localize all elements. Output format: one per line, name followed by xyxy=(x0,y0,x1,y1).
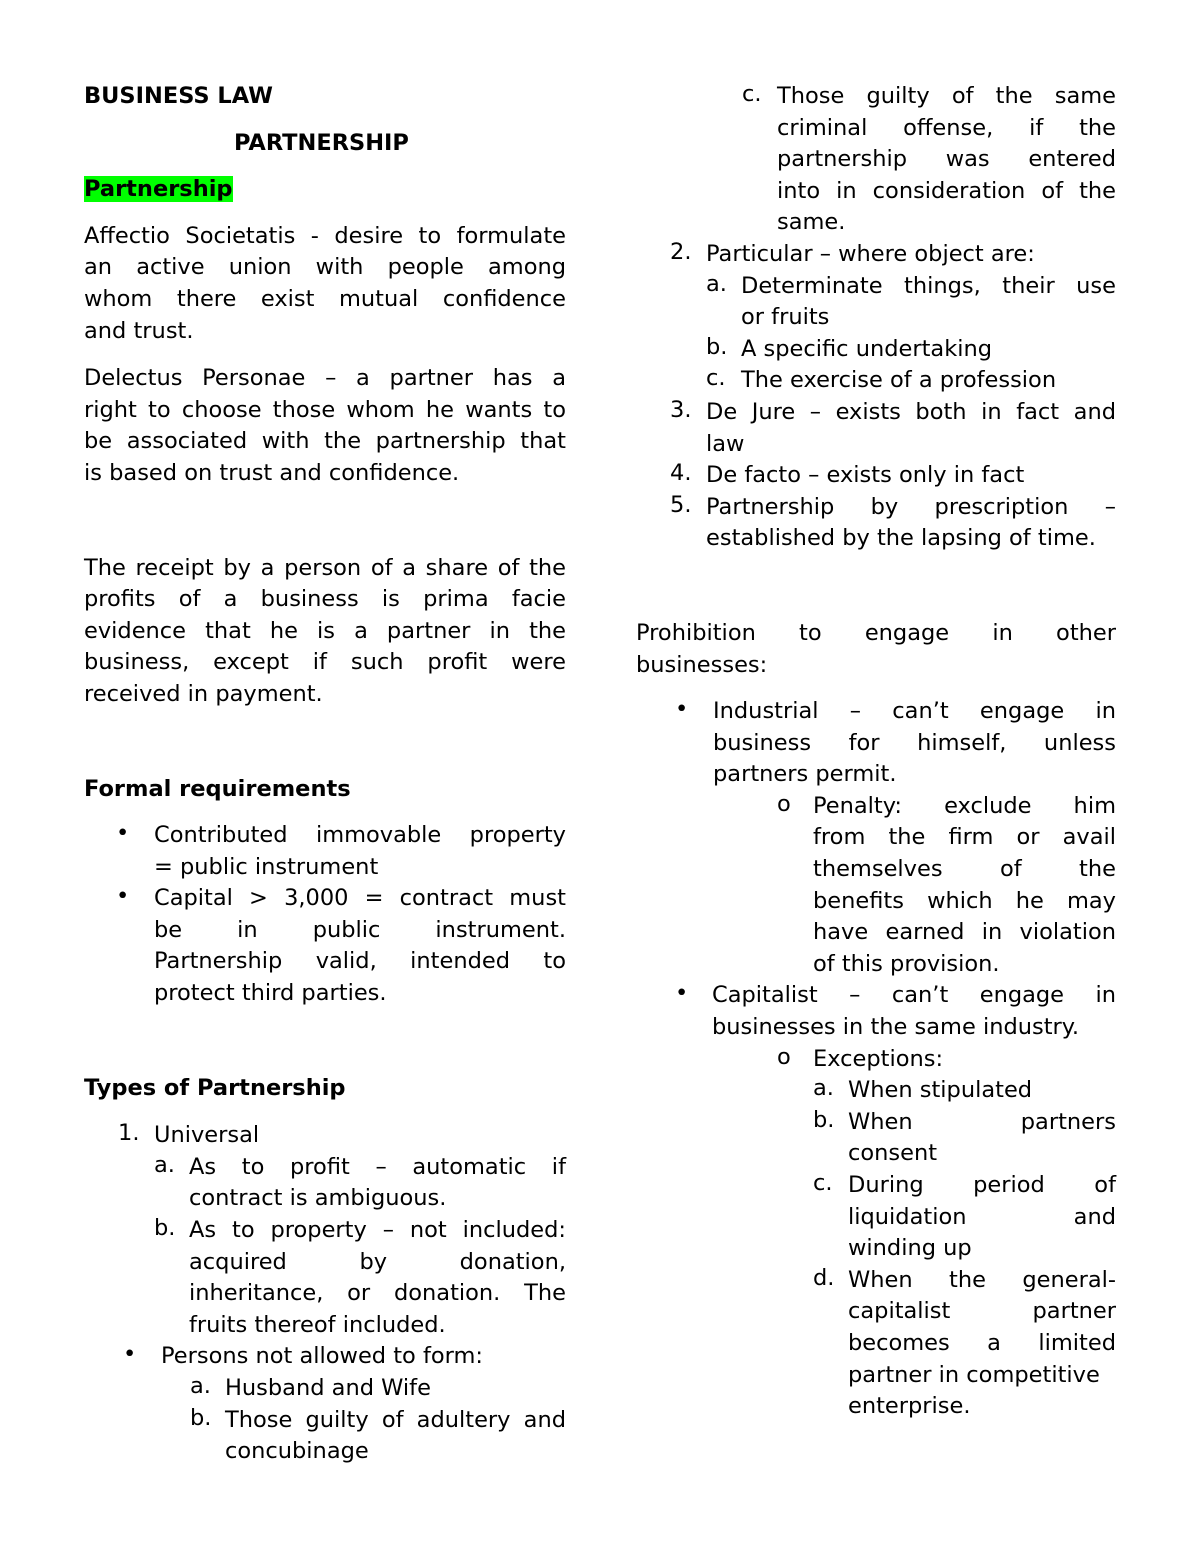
list-item-line: When partners xyxy=(848,1108,1116,1135)
left-column xyxy=(84,81,566,1468)
list-item-line: Husband and Wife xyxy=(225,1375,431,1401)
list-item-line: law xyxy=(706,430,745,457)
list-item-line: As to profit – automatic if xyxy=(189,1153,566,1180)
list-item-line: have earned in violation xyxy=(813,919,1116,946)
list-item-line: Capital > 3,000 = contract must xyxy=(154,885,566,912)
paragraph-line: business, except if such profit were xyxy=(84,649,566,676)
list-item-line: Penalty: exclude him xyxy=(813,792,1116,819)
letter-marker: b. xyxy=(154,1215,176,1242)
bullet-marker: • xyxy=(123,1341,137,1368)
letter-marker: d. xyxy=(813,1264,835,1291)
list-item-line: partnership was entered xyxy=(777,146,1116,173)
number-marker: 3. xyxy=(670,396,692,423)
list-item-line: be in public instrument. xyxy=(154,916,566,943)
list-item-line: A specific undertaking xyxy=(741,335,993,362)
list-item-line: Contributed immovable property xyxy=(154,822,566,849)
partnership-heading: Partnership xyxy=(84,176,233,203)
list-item-line: Universal xyxy=(154,1122,260,1149)
letter-marker: c. xyxy=(706,365,726,392)
list-item-line: becomes a limited xyxy=(848,1329,1116,1356)
list-item-line: Determinate things, their use xyxy=(741,272,1116,299)
list-item-line: businesses in the same industry. xyxy=(712,1014,1080,1041)
list-item xyxy=(84,820,566,883)
list-item xyxy=(636,1075,1116,1107)
list-item xyxy=(636,1044,1116,1076)
letter-marker: a. xyxy=(706,270,727,297)
right-column xyxy=(636,81,1116,1423)
number-marker: 4. xyxy=(670,460,692,487)
list-item-line: Particular – where object are: xyxy=(706,240,1035,267)
list-item-line: benefits which he may xyxy=(813,887,1116,914)
list-item-line: protect third parties. xyxy=(154,980,387,1007)
list-item-line: criminal offense, if the xyxy=(777,114,1116,141)
list-item xyxy=(636,239,1116,271)
list-item xyxy=(636,1107,1116,1170)
letter-marker: b. xyxy=(190,1404,212,1431)
number-marker: 1. xyxy=(118,1120,140,1147)
list-item-line: De facto – exists only in fact xyxy=(706,462,1025,489)
list-item xyxy=(84,1341,566,1373)
list-item xyxy=(636,1170,1116,1265)
list-item xyxy=(636,791,1116,981)
list-item-line: During period of xyxy=(848,1172,1116,1198)
list-item-line: Capitalist – can’t engage in xyxy=(712,982,1116,1009)
circle-bullet-marker: o xyxy=(777,1043,791,1070)
list-item-line: When stipulated xyxy=(848,1077,1033,1104)
list-item-line: acquired by donation, xyxy=(189,1248,566,1275)
paragraph-line: Delectus Personae – a partner has a xyxy=(84,365,566,392)
paragraph-line: profits of a business is prima facie xyxy=(84,586,566,613)
document-title: BUSINESS LAW xyxy=(84,83,273,109)
paragraph-line: businesses: xyxy=(636,651,768,678)
list-item xyxy=(84,883,566,1009)
number-marker: 2. xyxy=(670,238,692,265)
list-item xyxy=(636,980,1116,1043)
circle-bullet-marker: o xyxy=(777,790,791,817)
paragraph-line: an active union with people among xyxy=(84,254,566,281)
list-item-line: same. xyxy=(777,209,846,236)
number-marker: 5. xyxy=(670,491,692,518)
list-item xyxy=(636,492,1116,555)
list-item xyxy=(636,696,1116,791)
bullet-marker: • xyxy=(116,820,130,847)
affectio-paragraph xyxy=(84,221,566,347)
list-item xyxy=(84,1152,566,1215)
list-item xyxy=(636,397,1116,460)
delectus-paragraph xyxy=(84,363,566,489)
list-item xyxy=(84,1215,566,1341)
types-heading: Types of Partnership xyxy=(84,1074,346,1101)
list-item-line: Those guilty of the same xyxy=(777,83,1116,109)
paragraph-line: received in payment. xyxy=(84,680,323,707)
formal-requirements-heading: Formal requirements xyxy=(84,775,351,802)
receipt-paragraph xyxy=(84,553,566,711)
list-item-line: fruits thereof included. xyxy=(189,1311,446,1338)
list-item xyxy=(636,365,1116,397)
list-item-line: Partnership valid, intended to xyxy=(154,948,566,975)
list-item-line: partner in competitive xyxy=(848,1361,1100,1388)
list-item-line: liquidation and xyxy=(848,1203,1116,1230)
list-item-line: As to property – not included: xyxy=(189,1217,566,1244)
paragraph-line: Prohibition to engage in other xyxy=(636,619,1116,646)
paragraph-line: whom there exist mutual confidence xyxy=(84,285,566,312)
section-title: PARTNERSHIP xyxy=(234,129,409,156)
list-item xyxy=(636,334,1116,366)
list-item-line: of this provision. xyxy=(813,950,1000,977)
list-item-line: concubinage xyxy=(225,1438,369,1465)
list-item-line: Persons not allowed to form: xyxy=(161,1343,483,1370)
list-item-line: capitalist partner xyxy=(848,1298,1116,1325)
formal-list xyxy=(84,820,566,1010)
list-item-line: inheritance, or donation. The xyxy=(189,1280,566,1307)
list-item-line: into in consideration of the xyxy=(777,177,1116,204)
paragraph-line: and trust. xyxy=(84,317,194,344)
list-item xyxy=(84,1373,566,1405)
list-item-line: Partnership by prescription – xyxy=(706,493,1116,520)
paragraph-line: The receipt by a person of a share of the xyxy=(84,554,566,581)
list-item-line: or fruits xyxy=(741,304,830,331)
list-item-line: De Jure – exists both in fact and xyxy=(706,398,1116,425)
bullet-marker: • xyxy=(675,696,689,723)
list-item-line: = public instrument xyxy=(154,853,379,880)
letter-marker: c. xyxy=(742,81,762,107)
list-item-line: enterprise. xyxy=(848,1393,971,1420)
bullet-marker: • xyxy=(675,980,689,1007)
letter-marker: b. xyxy=(706,333,728,360)
prohibition-paragraph xyxy=(636,618,1116,681)
paragraph-line: Affectio Societatis - desire to formulate xyxy=(84,222,566,249)
list-item-line: The exercise of a profession xyxy=(741,367,1057,394)
list-item xyxy=(84,1120,566,1152)
list-item-line: Exceptions: xyxy=(813,1045,944,1072)
paragraph-line: evidence that he is a partner in the xyxy=(84,617,566,644)
list-item-line: When the general- xyxy=(848,1266,1116,1293)
list-item xyxy=(636,1265,1116,1423)
list-item-line: Industrial – can’t engage in xyxy=(713,698,1116,725)
letter-marker: a. xyxy=(190,1373,211,1399)
list-item-line: contract is ambiguous. xyxy=(189,1185,447,1212)
paragraph-line: be associated with the partnership that xyxy=(84,428,566,455)
list-item xyxy=(636,271,1116,334)
list-item-line: from the firm or avail xyxy=(813,824,1116,851)
list-item-line: winding up xyxy=(848,1235,972,1262)
paragraph-line: right to choose those whom he wants to xyxy=(84,396,566,423)
letter-marker: a. xyxy=(813,1075,834,1102)
list-item xyxy=(636,81,1116,239)
paragraph-line: is based on trust and confidence. xyxy=(84,459,460,486)
letter-marker: b. xyxy=(813,1106,835,1133)
list-item-line: business for himself, unless xyxy=(713,729,1116,756)
list-item-line: established by the lapsing of time. xyxy=(706,525,1096,552)
list-item-line: Those guilty of adultery and xyxy=(225,1406,566,1433)
letter-marker: a. xyxy=(154,1151,175,1178)
list-item-line: themselves of the xyxy=(813,856,1116,883)
letter-marker: c. xyxy=(813,1170,833,1196)
list-item-line: partners permit. xyxy=(713,761,897,788)
bullet-marker: • xyxy=(116,883,130,910)
list-item xyxy=(84,1405,566,1468)
list-item-line: consent xyxy=(848,1140,938,1167)
list-item xyxy=(636,460,1116,492)
